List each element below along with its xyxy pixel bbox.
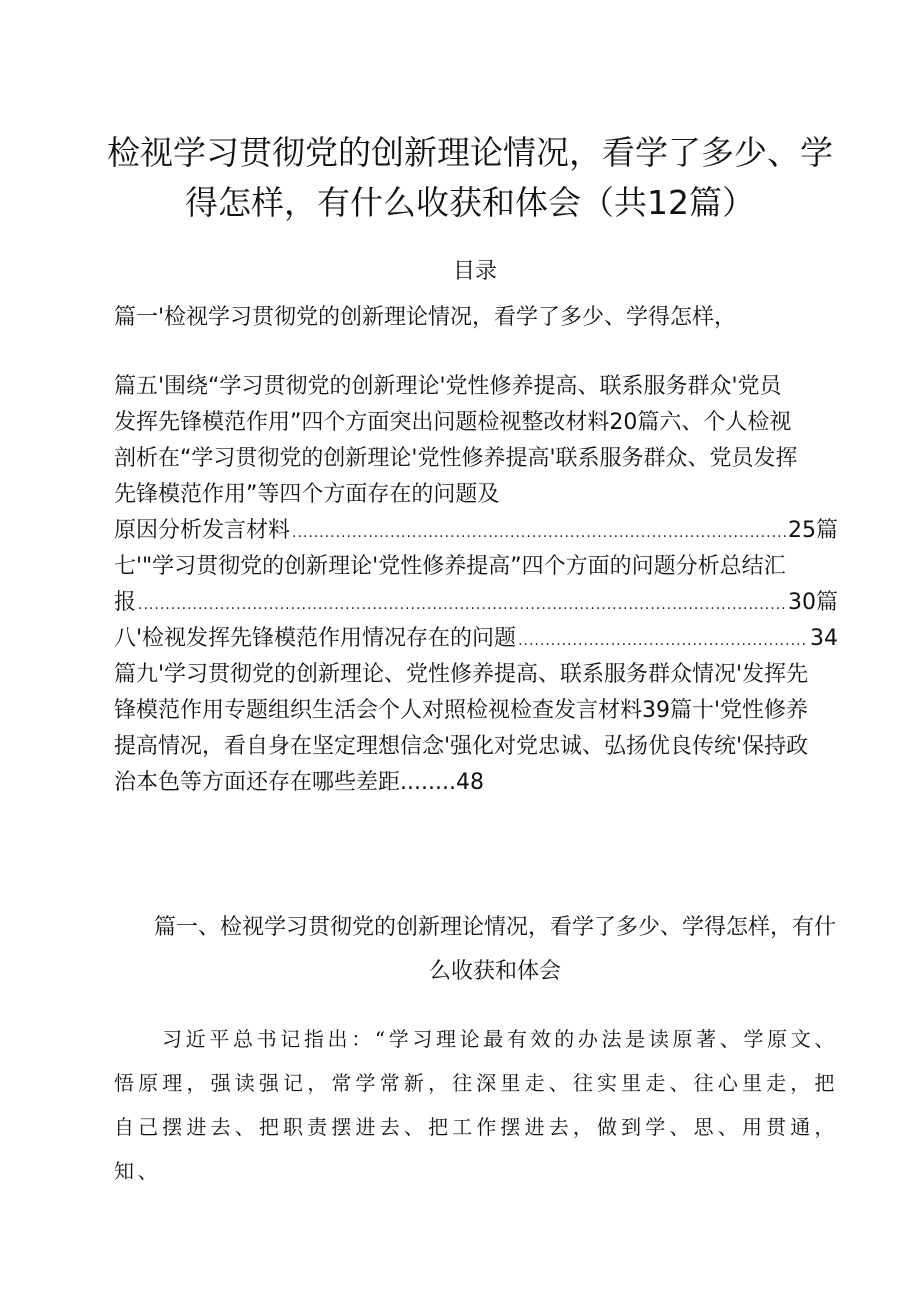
- toc-line: [114, 657, 838, 693]
- toc-line-text: 八'检视发挥先锋模范作用情况存在的问题: [114, 626, 517, 651]
- toc-page-number: 25篇: [788, 518, 838, 543]
- toc-line-text: 先锋模范作用”等四个方面存在的问题及: [114, 482, 500, 507]
- toc-line: [114, 693, 838, 729]
- toc-line-text: 剖析在“学习贯彻党的创新理论'党性修养提高'联系服务群众、党员发挥: [114, 446, 798, 471]
- section-heading: 篇一、检视学习贯彻党的创新理论情况，看学了多少、学得怎样，有什么收获和体会: [153, 915, 836, 984]
- toc-line: [114, 549, 838, 585]
- toc-dot-leader: [138, 587, 786, 621]
- toc-heading: 目录: [452, 259, 497, 284]
- toc-line: [114, 513, 838, 549]
- toc-line: [114, 441, 838, 477]
- toc-line: [114, 369, 838, 405]
- body-paragraph: 习近平总书记指出：“学习理论最有效的办法是读原著、学原文、悟原理，强读强记，常学常新，往深里走、往实里走、往心里走，把自己摆进去、把职责摆进去、把工作摆进去，做到学、思、用贯通，知、: [114, 1027, 838, 1183]
- toc-line-text: 发挥先锋模范作用”四个方面突出问题检视整改材料20篇六、个人检视: [114, 410, 792, 435]
- toc-line: [114, 585, 838, 621]
- document-title: 检视学习贯彻党的创新理论情况，看学了多少、学得怎样，有什么收获和体会（共12篇）: [107, 133, 833, 222]
- table-of-contents: [114, 300, 838, 801]
- toc-line-text: 七'"学习贯彻党的创新理论'党性修养提高”四个方面的问题分析总结汇: [114, 554, 786, 579]
- toc-line-text: 提高情况，看自身在坚定理想信念'强化对党忠诚、弘扬优良传统'保持政: [114, 734, 809, 759]
- toc-line: [114, 477, 838, 513]
- toc-dot-leader: [292, 515, 786, 549]
- toc-page-number: 30篇: [788, 590, 838, 615]
- toc-line: [114, 300, 838, 336]
- toc-gap: [114, 336, 838, 369]
- toc-line-text: 治本色等方面还存在哪些差距........48: [114, 770, 484, 795]
- toc-line-text: 篇九'学习贯彻党的创新理论、党性修养提高、联系服务群众情况'发挥先: [114, 662, 809, 687]
- toc-dot-leader: [518, 623, 808, 657]
- toc-line-text: 原因分析发言材料: [114, 518, 291, 543]
- toc-line-text: 锋模范作用专题组织生活会个人对照检视检查发言材料39篇十'党性修养: [114, 698, 809, 723]
- toc-line-text: 篇五'围绕“学习贯彻党的创新理论'党性修养提高、联系服务群众'党员: [114, 374, 782, 399]
- toc-line-text: 报: [114, 590, 137, 615]
- toc-line: [114, 405, 838, 441]
- toc-line: [114, 729, 838, 765]
- toc-line-text: 篇一'检视学习贯彻党的创新理论情况，看学了多少、学得怎样，: [114, 305, 737, 330]
- toc-line: [114, 621, 838, 657]
- toc-line: [114, 765, 838, 801]
- toc-page-number: 34: [810, 626, 838, 651]
